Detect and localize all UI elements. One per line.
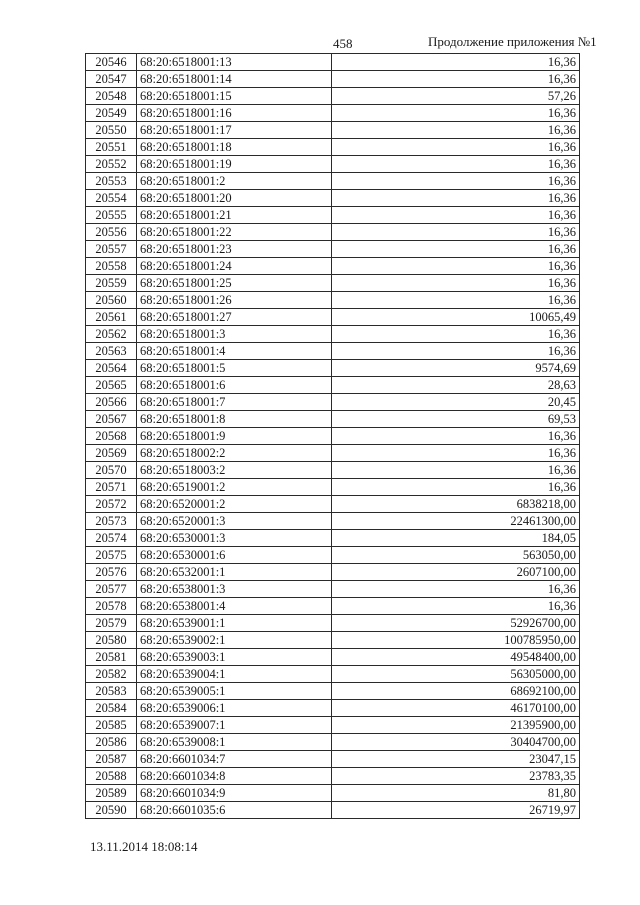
row-number-cell: 20579 (86, 615, 137, 632)
cadastral-number-cell: 68:20:6520001:3 (137, 513, 332, 530)
table-row (86, 343, 580, 360)
table-row (86, 207, 580, 224)
table-row (86, 428, 580, 445)
cadastral-number-cell: 68:20:6530001:3 (137, 530, 332, 547)
table-row (86, 547, 580, 564)
value-cell: 16,36 (332, 54, 580, 71)
value-cell: 16,36 (332, 207, 580, 224)
row-number-cell: 20582 (86, 666, 137, 683)
table-row (86, 462, 580, 479)
cadastral-number-cell: 68:20:6601035:6 (137, 802, 332, 819)
cadastral-number-cell: 68:20:6538001:3 (137, 581, 332, 598)
table-body (86, 54, 580, 819)
row-number-cell: 20553 (86, 173, 137, 190)
cadastral-number-cell: 68:20:6601034:7 (137, 751, 332, 768)
value-cell: 16,36 (332, 105, 580, 122)
table-row (86, 768, 580, 785)
table-row (86, 326, 580, 343)
value-cell: 9574,69 (332, 360, 580, 377)
row-number-cell: 20547 (86, 71, 137, 88)
value-cell: 100785950,00 (332, 632, 580, 649)
value-cell: 16,36 (332, 598, 580, 615)
value-cell: 16,36 (332, 292, 580, 309)
cadastral-number-cell: 68:20:6518001:16 (137, 105, 332, 122)
row-number-cell: 20552 (86, 156, 137, 173)
table-row (86, 292, 580, 309)
table-row (86, 173, 580, 190)
row-number-cell: 20554 (86, 190, 137, 207)
row-number-cell: 20556 (86, 224, 137, 241)
table-row (86, 88, 580, 105)
table-row (86, 734, 580, 751)
table-row (86, 309, 580, 326)
row-number-cell: 20558 (86, 258, 137, 275)
value-cell: 68692100,00 (332, 683, 580, 700)
cadastral-number-cell: 68:20:6539002:1 (137, 632, 332, 649)
row-number-cell: 20577 (86, 581, 137, 598)
cadastral-number-cell: 68:20:6518001:5 (137, 360, 332, 377)
page-number: 458 (333, 36, 353, 51)
row-number-cell: 20546 (86, 54, 137, 71)
row-number-cell: 20585 (86, 717, 137, 734)
row-number-cell: 20587 (86, 751, 137, 768)
cadastral-number-cell: 68:20:6518001:7 (137, 394, 332, 411)
value-cell: 30404700,00 (332, 734, 580, 751)
value-cell: 16,36 (332, 190, 580, 207)
table-row (86, 785, 580, 802)
table-row (86, 411, 580, 428)
cadastral-number-cell: 68:20:6539003:1 (137, 649, 332, 666)
table-row (86, 105, 580, 122)
cadastral-number-cell: 68:20:6539007:1 (137, 717, 332, 734)
row-number-cell: 20581 (86, 649, 137, 666)
table-row (86, 802, 580, 819)
value-cell: 57,26 (332, 88, 580, 105)
value-cell: 16,36 (332, 139, 580, 156)
row-number-cell: 20570 (86, 462, 137, 479)
value-cell: 10065,49 (332, 309, 580, 326)
cadastral-number-cell: 68:20:6518001:22 (137, 224, 332, 241)
table-row (86, 564, 580, 581)
value-cell: 21395900,00 (332, 717, 580, 734)
table-row (86, 241, 580, 258)
cadastral-number-cell: 68:20:6539001:1 (137, 615, 332, 632)
cadastral-number-cell: 68:20:6518001:21 (137, 207, 332, 224)
value-cell: 2607100,00 (332, 564, 580, 581)
value-cell: 52926700,00 (332, 615, 580, 632)
table-row (86, 666, 580, 683)
table-row (86, 139, 580, 156)
value-cell: 16,36 (332, 581, 580, 598)
row-number-cell: 20589 (86, 785, 137, 802)
cadastral-number-cell: 68:20:6518001:25 (137, 275, 332, 292)
page-caption: Продолжение приложения №1 (428, 34, 597, 49)
row-number-cell: 20551 (86, 139, 137, 156)
table-row (86, 700, 580, 717)
value-cell: 49548400,00 (332, 649, 580, 666)
row-number-cell: 20568 (86, 428, 137, 445)
cadastral-number-cell: 68:20:6518001:23 (137, 241, 332, 258)
table-row (86, 224, 580, 241)
table-row (86, 190, 580, 207)
value-cell: 16,36 (332, 462, 580, 479)
value-cell: 563050,00 (332, 547, 580, 564)
row-number-cell: 20563 (86, 343, 137, 360)
value-cell: 16,36 (332, 326, 580, 343)
cadastral-number-cell: 68:20:6518001:8 (137, 411, 332, 428)
row-number-cell: 20550 (86, 122, 137, 139)
table-row (86, 598, 580, 615)
value-cell: 16,36 (332, 71, 580, 88)
table-row (86, 717, 580, 734)
cadastral-number-cell: 68:20:6518001:14 (137, 71, 332, 88)
value-cell: 16,36 (332, 173, 580, 190)
row-number-cell: 20569 (86, 445, 137, 462)
row-number-cell: 20578 (86, 598, 137, 615)
row-number-cell: 20566 (86, 394, 137, 411)
cadastral-number-cell: 68:20:6518003:2 (137, 462, 332, 479)
value-cell: 23047,15 (332, 751, 580, 768)
cadastral-number-cell: 68:20:6518001:13 (137, 54, 332, 71)
table-row (86, 258, 580, 275)
row-number-cell: 20565 (86, 377, 137, 394)
value-cell: 6838218,00 (332, 496, 580, 513)
value-cell: 69,53 (332, 411, 580, 428)
value-cell: 16,36 (332, 343, 580, 360)
value-cell: 81,80 (332, 785, 580, 802)
value-cell: 16,36 (332, 258, 580, 275)
table-row (86, 649, 580, 666)
cadastral-number-cell: 68:20:6518001:26 (137, 292, 332, 309)
table-row (86, 122, 580, 139)
value-cell: 23783,35 (332, 768, 580, 785)
cadastral-number-cell: 68:20:6518001:6 (137, 377, 332, 394)
cadastral-number-cell: 68:20:6530001:6 (137, 547, 332, 564)
table-row (86, 683, 580, 700)
cadastral-number-cell: 68:20:6518001:9 (137, 428, 332, 445)
table-row (86, 513, 580, 530)
table-row (86, 54, 580, 71)
row-number-cell: 20590 (86, 802, 137, 819)
row-number-cell: 20560 (86, 292, 137, 309)
cadastral-number-cell: 68:20:6518001:17 (137, 122, 332, 139)
table-row (86, 496, 580, 513)
cadastral-number-cell: 68:20:6518001:15 (137, 88, 332, 105)
cadastral-number-cell: 68:20:6518001:20 (137, 190, 332, 207)
table-row (86, 360, 580, 377)
row-number-cell: 20549 (86, 105, 137, 122)
cadastral-number-cell: 68:20:6539004:1 (137, 666, 332, 683)
value-cell: 16,36 (332, 241, 580, 258)
row-number-cell: 20564 (86, 360, 137, 377)
cadastral-number-cell: 68:20:6601034:8 (137, 768, 332, 785)
value-cell: 26719,97 (332, 802, 580, 819)
table-row (86, 445, 580, 462)
cadastral-number-cell: 68:20:6518001:4 (137, 343, 332, 360)
footer-timestamp: 13.11.2014 18:08:14 (90, 839, 198, 854)
cadastral-number-cell: 68:20:6518001:24 (137, 258, 332, 275)
value-cell: 28,63 (332, 377, 580, 394)
value-cell: 46170100,00 (332, 700, 580, 717)
cadastral-number-cell: 68:20:6518001:19 (137, 156, 332, 173)
row-number-cell: 20583 (86, 683, 137, 700)
value-cell: 16,36 (332, 122, 580, 139)
row-number-cell: 20571 (86, 479, 137, 496)
cadastral-number-cell: 68:20:6539005:1 (137, 683, 332, 700)
value-cell: 184,05 (332, 530, 580, 547)
value-cell: 16,36 (332, 275, 580, 292)
table-row (86, 394, 580, 411)
cadastral-number-cell: 68:20:6532001:1 (137, 564, 332, 581)
row-number-cell: 20586 (86, 734, 137, 751)
table-row (86, 530, 580, 547)
table-row (86, 632, 580, 649)
cadastral-number-cell: 68:20:6539006:1 (137, 700, 332, 717)
cadastral-number-cell: 68:20:6518001:2 (137, 173, 332, 190)
cadastral-number-cell: 68:20:6518001:3 (137, 326, 332, 343)
value-cell: 56305000,00 (332, 666, 580, 683)
cadastral-number-cell: 68:20:6519001:2 (137, 479, 332, 496)
data-table-container (85, 53, 580, 819)
cadastral-number-cell: 68:20:6518001:27 (137, 309, 332, 326)
value-cell: 16,36 (332, 445, 580, 462)
table-row (86, 615, 580, 632)
data-table (85, 53, 580, 819)
value-cell: 16,36 (332, 479, 580, 496)
value-cell: 16,36 (332, 428, 580, 445)
table-row (86, 71, 580, 88)
row-number-cell: 20576 (86, 564, 137, 581)
value-cell: 22461300,00 (332, 513, 580, 530)
cadastral-number-cell: 68:20:6601034:9 (137, 785, 332, 802)
row-number-cell: 20575 (86, 547, 137, 564)
table-row (86, 581, 580, 598)
cadastral-number-cell: 68:20:6538001:4 (137, 598, 332, 615)
value-cell: 16,36 (332, 156, 580, 173)
row-number-cell: 20555 (86, 207, 137, 224)
row-number-cell: 20573 (86, 513, 137, 530)
cadastral-number-cell: 68:20:6518001:18 (137, 139, 332, 156)
row-number-cell: 20562 (86, 326, 137, 343)
row-number-cell: 20572 (86, 496, 137, 513)
row-number-cell: 20561 (86, 309, 137, 326)
value-cell: 16,36 (332, 224, 580, 241)
row-number-cell: 20548 (86, 88, 137, 105)
row-number-cell: 20559 (86, 275, 137, 292)
table-row (86, 275, 580, 292)
table-row (86, 156, 580, 173)
row-number-cell: 20584 (86, 700, 137, 717)
row-number-cell: 20557 (86, 241, 137, 258)
cadastral-number-cell: 68:20:6520001:2 (137, 496, 332, 513)
row-number-cell: 20567 (86, 411, 137, 428)
value-cell: 20,45 (332, 394, 580, 411)
cadastral-number-cell: 68:20:6539008:1 (137, 734, 332, 751)
row-number-cell: 20574 (86, 530, 137, 547)
cadastral-number-cell: 68:20:6518002:2 (137, 445, 332, 462)
row-number-cell: 20588 (86, 768, 137, 785)
table-row (86, 751, 580, 768)
row-number-cell: 20580 (86, 632, 137, 649)
table-row (86, 479, 580, 496)
table-row (86, 377, 580, 394)
